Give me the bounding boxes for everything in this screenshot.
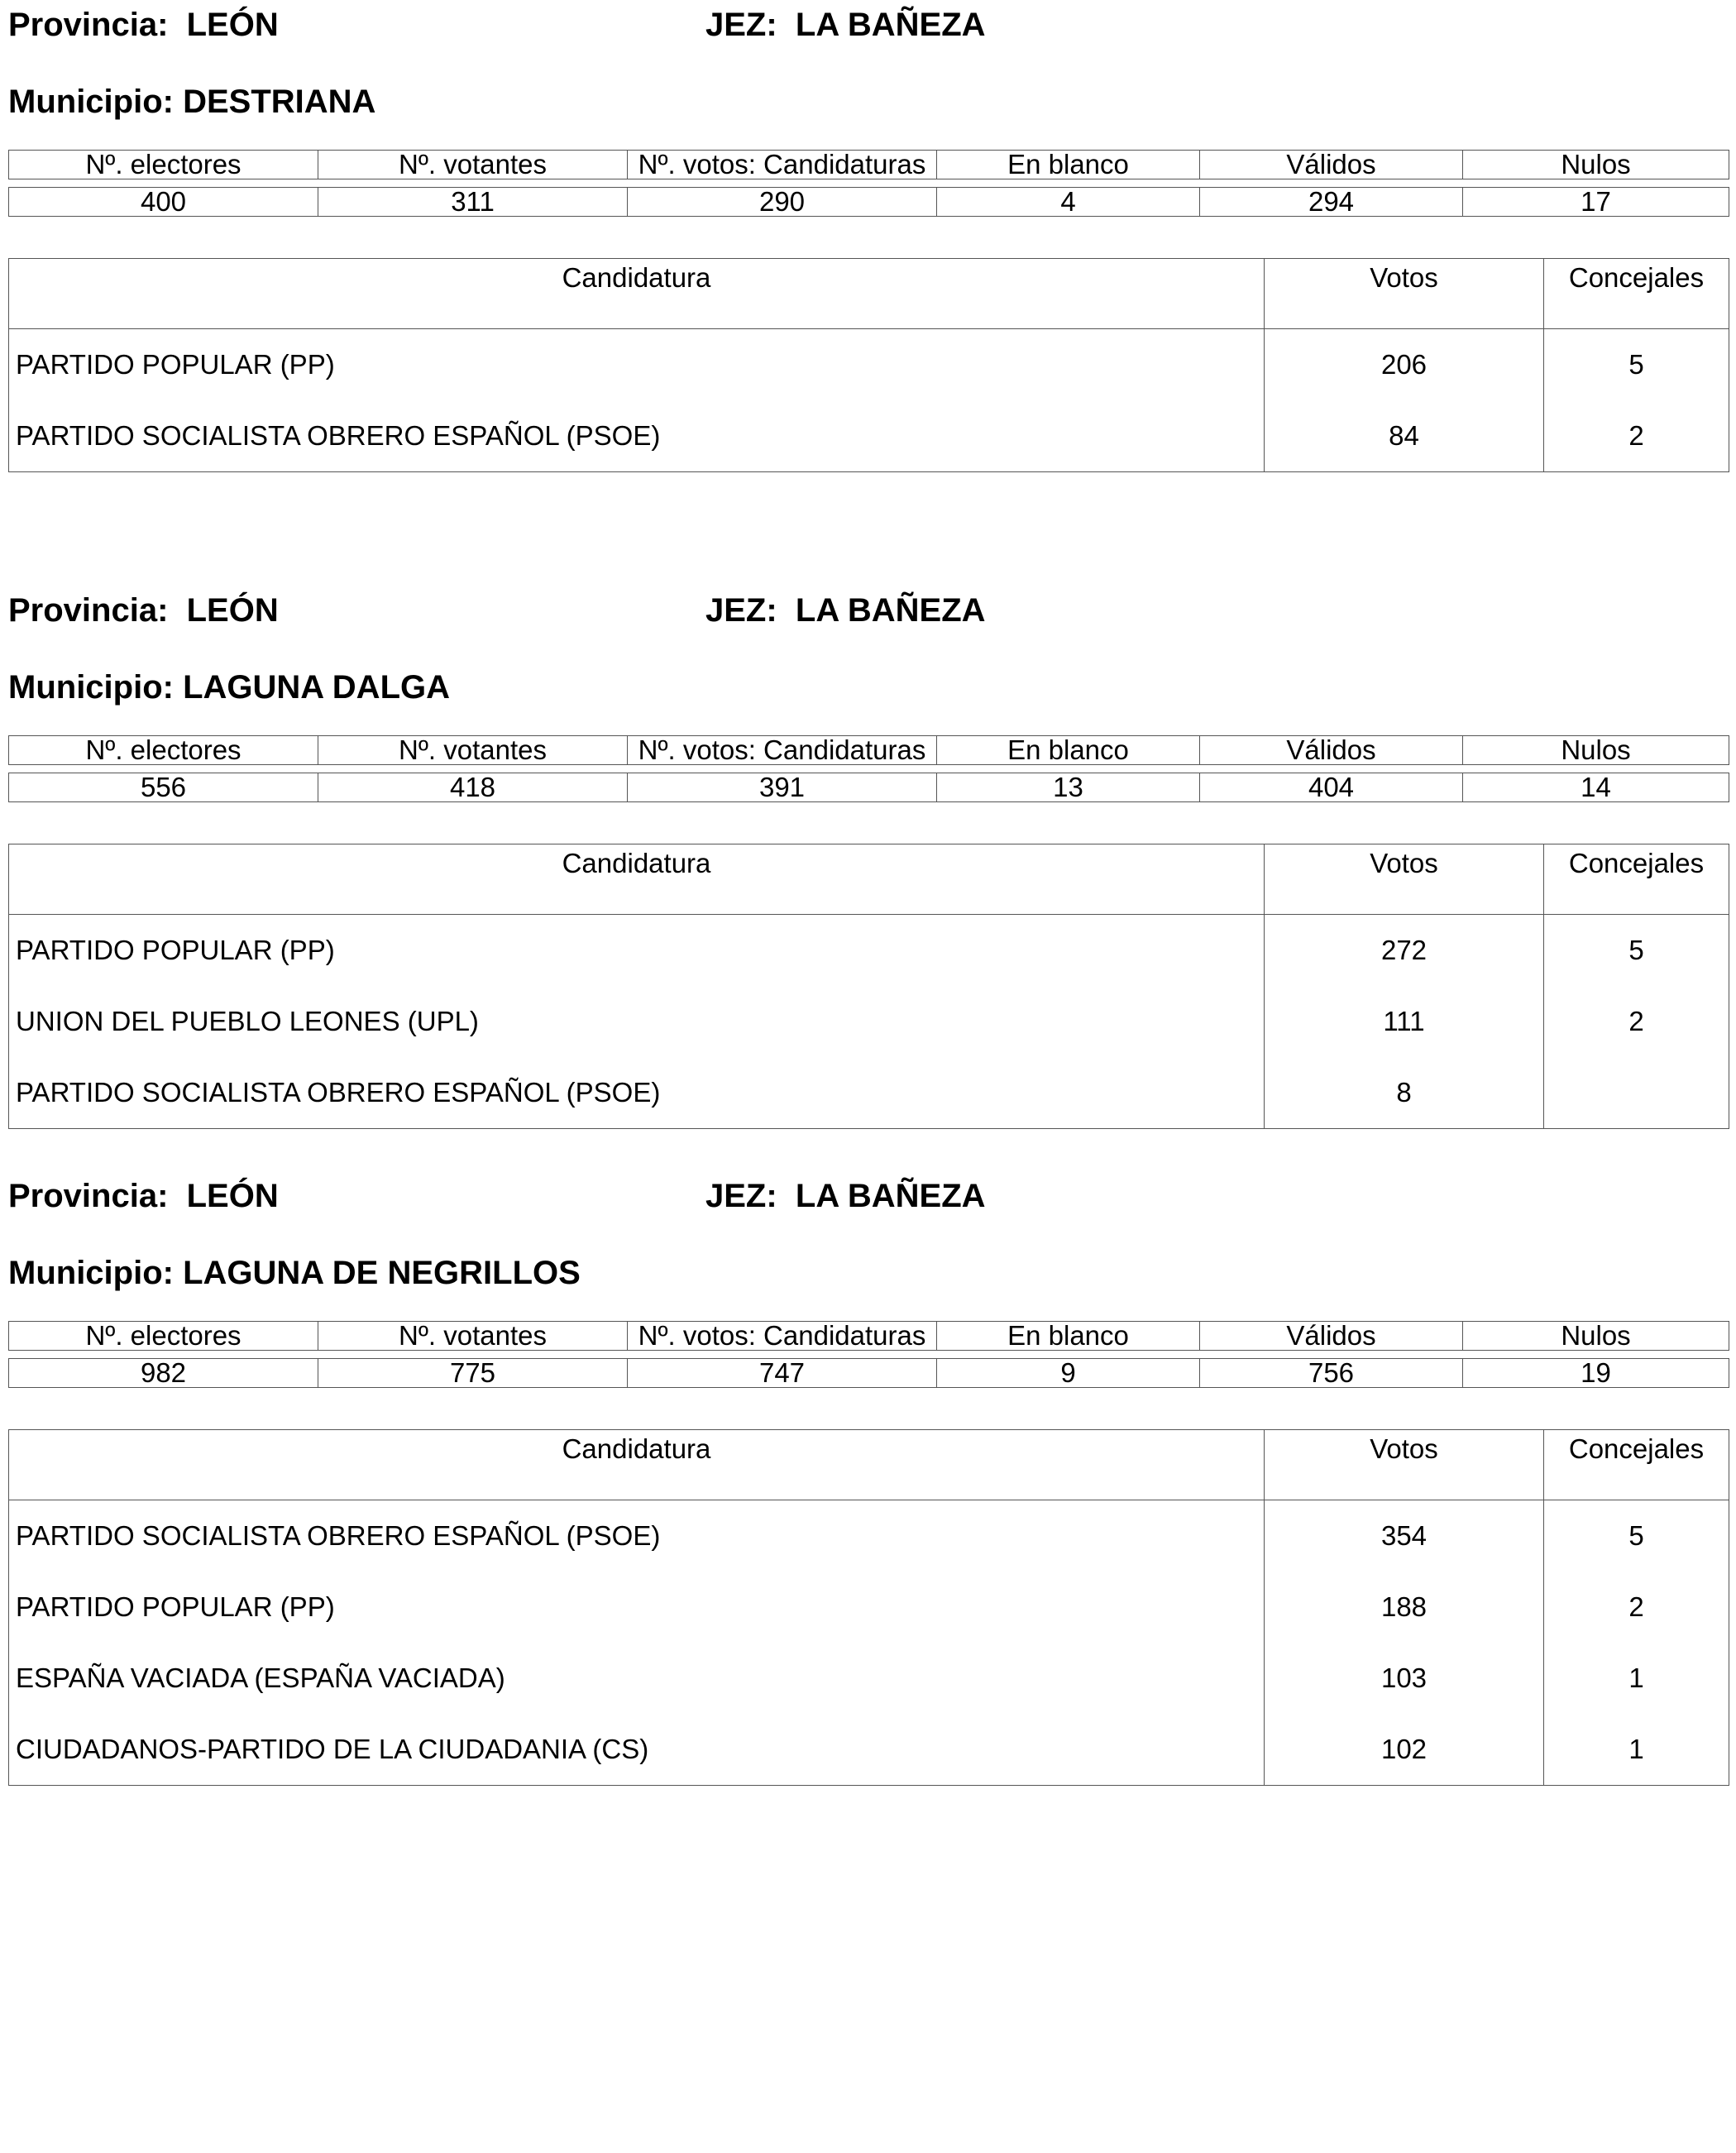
party-concejales: 1 xyxy=(1628,1663,1644,1693)
party-name: ESPAÑA VACIADA (ESPAÑA VACIADA) xyxy=(9,1643,1265,1714)
party-name: CIUDADANOS-PARTIDO DE LA CIUDADANIA (CS) xyxy=(9,1714,1265,1786)
party-name: PARTIDO SOCIALISTA OBRERO ESPAÑOL (PSOE) xyxy=(9,400,1265,472)
provincia-label: Provincia: LEÓN xyxy=(8,7,279,43)
votos-header: Votos xyxy=(1265,844,1544,915)
party-concejales: 1 xyxy=(1628,1734,1644,1764)
party-votos: 102 xyxy=(1265,1714,1544,1786)
provincia-label: Provincia: LEÓN xyxy=(8,592,279,629)
summary-value-row xyxy=(9,188,1729,217)
candidatura-header: Candidatura xyxy=(9,844,1265,915)
party-votos: 206 xyxy=(1265,329,1544,401)
summary-value-cell: 14 xyxy=(1463,773,1729,802)
summary-value-cell: 13 xyxy=(937,773,1200,802)
table-row xyxy=(9,1572,1729,1643)
summary-value-cell: 756 xyxy=(1200,1359,1463,1388)
municipio-title: Municipio: LAGUNA DE NEGRILLOS xyxy=(8,1255,581,1291)
summary-value-row xyxy=(9,773,1729,802)
summary-header-row xyxy=(9,736,1729,765)
party-name: UNION DEL PUEBLO LEONES (UPL) xyxy=(9,986,1265,1057)
table-row xyxy=(9,400,1729,472)
party-concejales: 5 xyxy=(1628,1520,1644,1551)
summary-header-cell: Nº. votantes xyxy=(318,1322,628,1351)
summary-header-cell: Nº. votantes xyxy=(318,151,628,179)
summary-header-row xyxy=(9,151,1729,179)
table-row xyxy=(9,1714,1729,1786)
party-votos: 354 xyxy=(1265,1500,1544,1572)
table-row xyxy=(9,1057,1729,1129)
summary-header-cell: Nº. votantes xyxy=(318,736,628,765)
party-concejales: 5 xyxy=(1628,349,1644,380)
summary-header-cell: Válidos xyxy=(1200,1322,1463,1351)
party-concejales: 2 xyxy=(1628,1591,1644,1622)
summary-header-cell: En blanco xyxy=(937,736,1200,765)
summary-header-cell: Nulos xyxy=(1463,736,1729,765)
summary-value-cell: 747 xyxy=(628,1359,937,1388)
jez-label: JEZ: LA BAÑEZA xyxy=(705,7,986,43)
summary-value-cell: 400 xyxy=(9,188,318,217)
candidatura-table xyxy=(8,1429,1729,1786)
table-row xyxy=(9,915,1729,987)
summary-header-cell: En blanco xyxy=(937,151,1200,179)
summary-header-row xyxy=(9,1322,1729,1351)
municipio-title: Municipio: DESTRIANA xyxy=(8,84,376,120)
party-concejales: 2 xyxy=(1628,420,1644,451)
summary-table xyxy=(8,150,1729,217)
table-row xyxy=(9,1500,1729,1572)
jez-label: JEZ: LA BAÑEZA xyxy=(705,1178,986,1214)
party-name: PARTIDO SOCIALISTA OBRERO ESPAÑOL (PSOE) xyxy=(9,1500,1265,1572)
votos-header: Votos xyxy=(1265,259,1544,329)
party-concejales: 5 xyxy=(1628,935,1644,965)
summary-value-cell: 556 xyxy=(9,773,318,802)
summary-value-cell: 391 xyxy=(628,773,937,802)
summary-value-cell: 982 xyxy=(9,1359,318,1388)
summary-value-row xyxy=(9,1359,1729,1388)
candidatura-table xyxy=(8,258,1729,472)
table-row xyxy=(9,1643,1729,1714)
summary-header-cell: Nº. votos: Candidaturas xyxy=(628,736,937,765)
summary-value-cell: 418 xyxy=(318,773,628,802)
summary-value-cell: 4 xyxy=(937,188,1200,217)
candidatura-header-row xyxy=(9,1430,1729,1500)
party-votos: 103 xyxy=(1265,1643,1544,1714)
summary-header-cell: Nº. votos: Candidaturas xyxy=(628,151,937,179)
summary-header-cell: Válidos xyxy=(1200,151,1463,179)
summary-header-cell: Nulos xyxy=(1463,1322,1729,1351)
table-row xyxy=(9,986,1729,1057)
party-name: PARTIDO POPULAR (PP) xyxy=(9,915,1265,987)
summary-header-cell: Nº. votos: Candidaturas xyxy=(628,1322,937,1351)
party-name: PARTIDO POPULAR (PP) xyxy=(9,1572,1265,1643)
provincia-label: Provincia: LEÓN xyxy=(8,1178,279,1214)
municipio-title: Municipio: LAGUNA DALGA xyxy=(8,669,451,706)
summary-value-cell: 19 xyxy=(1463,1359,1729,1388)
summary-header-cell: Nulos xyxy=(1463,151,1729,179)
table-row xyxy=(9,329,1729,401)
summary-header-cell: En blanco xyxy=(937,1322,1200,1351)
candidatura-header: Candidatura xyxy=(9,1430,1265,1500)
votos-header: Votos xyxy=(1265,1430,1544,1500)
jez-label: JEZ: LA BAÑEZA xyxy=(705,592,986,629)
candidatura-header-row xyxy=(9,259,1729,329)
party-concejales: 2 xyxy=(1628,1006,1644,1036)
summary-value-cell: 290 xyxy=(628,188,937,217)
summary-header-cell: Nº. electores xyxy=(9,1322,318,1351)
candidatura-header: Candidatura xyxy=(9,259,1265,329)
party-votos: 272 xyxy=(1265,915,1544,987)
summary-value-cell: 311 xyxy=(318,188,628,217)
summary-value-cell: 9 xyxy=(937,1359,1200,1388)
concejales-header: Concejales xyxy=(1544,1430,1729,1500)
summary-header-cell: Nº. electores xyxy=(9,151,318,179)
summary-value-cell: 404 xyxy=(1200,773,1463,802)
concejales-header: Concejales xyxy=(1544,259,1729,329)
summary-table xyxy=(8,1321,1729,1388)
party-votos: 8 xyxy=(1265,1057,1544,1129)
party-votos: 188 xyxy=(1265,1572,1544,1643)
summary-table xyxy=(8,735,1729,802)
summary-value-cell: 294 xyxy=(1200,188,1463,217)
party-name: PARTIDO POPULAR (PP) xyxy=(9,329,1265,401)
summary-header-cell: Nº. electores xyxy=(9,736,318,765)
candidatura-table xyxy=(8,844,1729,1129)
party-name: PARTIDO SOCIALISTA OBRERO ESPAÑOL (PSOE) xyxy=(9,1057,1265,1129)
party-concejales xyxy=(1544,1057,1729,1129)
party-votos: 84 xyxy=(1265,400,1544,472)
party-votos: 111 xyxy=(1265,986,1544,1057)
summary-value-cell: 775 xyxy=(318,1359,628,1388)
summary-value-cell: 17 xyxy=(1463,188,1729,217)
candidatura-header-row xyxy=(9,844,1729,915)
summary-header-cell: Válidos xyxy=(1200,736,1463,765)
concejales-header: Concejales xyxy=(1544,844,1729,915)
